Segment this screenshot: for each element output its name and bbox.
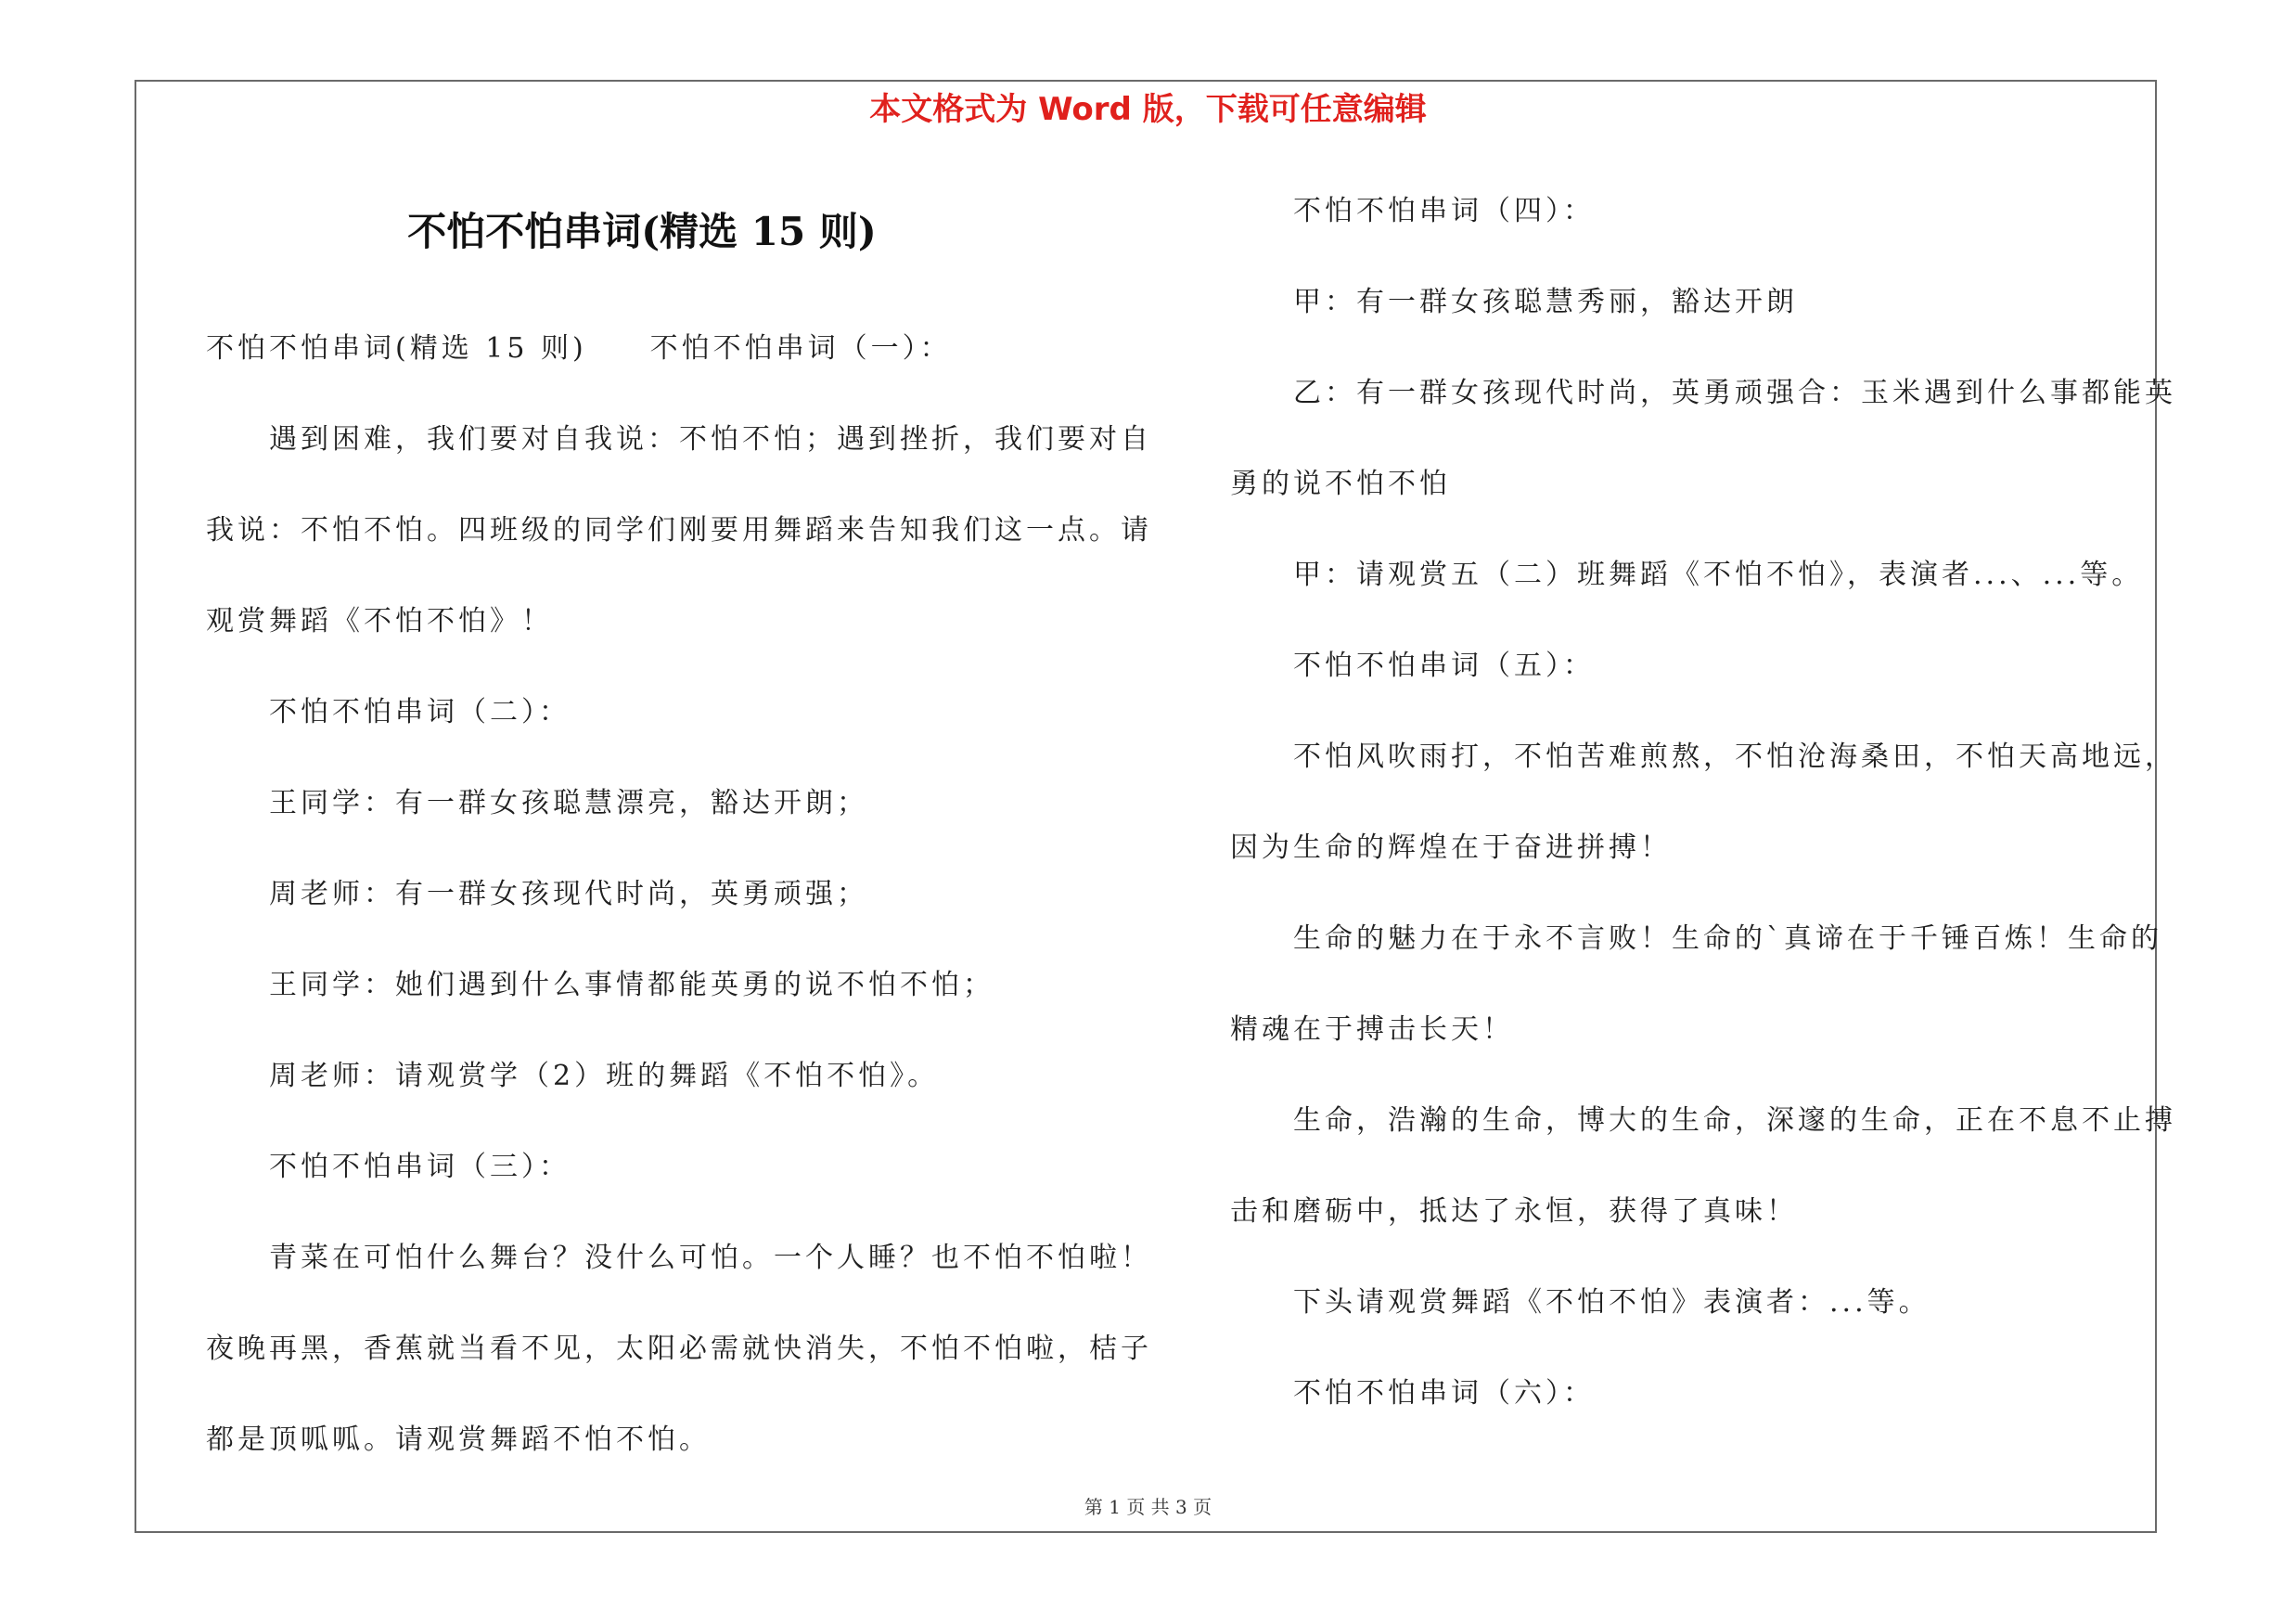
paragraph-line: 生命，浩瀚的生命，博大的生命，深邃的生命，正在不息不止搏 <box>1293 1104 2176 1137</box>
paragraph-line: 甲：有一群女孩聪慧秀丽，豁达开朗 <box>1293 286 1798 318</box>
paragraph-line: 乙：有一群女孩现代时尚，英勇顽强合：玉米遇到什么事都能英 <box>1293 377 2176 409</box>
paragraph-line: 王同学：有一群女孩聪慧漂亮，豁达开朗； <box>269 787 868 819</box>
paragraph-line: 夜晚再黑，香蕉就当看不见，太阳必需就快消失，不怕不怕啦，桔子 <box>206 1333 1152 1365</box>
paragraph-line: 我说：不怕不怕。四班级的同学们刚要用舞蹈来告知我们这一点。请 <box>206 514 1152 547</box>
paragraph-line: 周老师：有一群女孩现代时尚，英勇顽强； <box>269 878 868 910</box>
paragraph-line: 生命的魅力在于永不言败！生命的`真谛在于千锤百炼！生命的 <box>1293 922 2162 955</box>
section-heading: 不怕不怕串词（六）： <box>1293 1377 1595 1410</box>
paragraph-line: 王同学：她们遇到什么事情都能英勇的说不怕不怕； <box>269 969 994 1001</box>
paragraph-line: 观赏舞蹈《不怕不怕》！ <box>206 605 553 638</box>
section-heading: 不怕不怕串词（二）： <box>269 696 571 728</box>
paragraph-line: 勇的说不怕不怕 <box>1230 468 1451 500</box>
page-number-footer: 第 1 页 共 3 页 <box>1084 1496 1212 1518</box>
paragraph-line: 不怕风吹雨打，不怕苦难煎熬，不怕沧海桑田，不怕天高地远， <box>1293 741 2176 773</box>
paragraph-line: 击和磨砺中，抵达了永恒，获得了真味！ <box>1230 1195 1798 1228</box>
document-title: 不怕不怕串词(精选 15 则) <box>407 209 877 254</box>
paragraph-line: 因为生命的辉煌在于奋进拼搏！ <box>1230 831 1672 864</box>
paragraph-line: 青菜在可怕什么舞台？没什么可怕。一个人睡？也不怕不怕啦！ <box>269 1242 1152 1274</box>
paragraph-line: 甲：请观赏五（二）班舞蹈《不怕不怕》，表演者...、...等。 <box>1293 559 2144 591</box>
paragraph-line: 不怕不怕串词(精选 15 则) 不怕不怕串词（一）： <box>206 332 952 365</box>
paragraph-line: 下头请观赏舞蹈《不怕不怕》表演者：...等。 <box>1293 1286 1930 1319</box>
paragraph-line: 精魂在于搏击长天！ <box>1230 1013 1514 1046</box>
paragraph-line: 周老师：请观赏学（2）班的舞蹈《不怕不怕》。 <box>269 1060 940 1092</box>
paragraph-line: 遇到困难，我们要对自我说：不怕不怕；遇到挫折，我们要对自 <box>269 423 1152 456</box>
editable-notice-banner: 本文格式为 Word 版，下载可任意编辑 <box>869 91 1427 128</box>
section-heading: 不怕不怕串词（五）： <box>1293 650 1595 682</box>
paragraph-line: 都是顶呱呱。请观赏舞蹈不怕不怕。 <box>206 1423 711 1456</box>
section-heading: 不怕不怕串词（三）： <box>269 1151 571 1183</box>
section-heading: 不怕不怕串词（四）： <box>1293 195 1595 227</box>
